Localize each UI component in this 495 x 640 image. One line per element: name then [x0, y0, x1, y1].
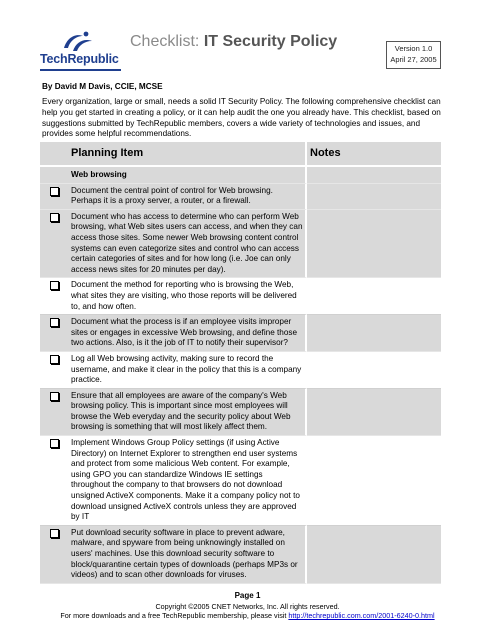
checkbox-icon[interactable] — [50, 392, 59, 401]
item-text: Document the central point of control for Web browsing. Perhaps it is a proxy server, a router, or a firewall. — [68, 184, 307, 210]
checkbox-icon[interactable] — [50, 187, 59, 196]
logo-swirl-icon — [61, 30, 95, 54]
section-title: Web browsing — [68, 167, 307, 184]
table-row — [40, 526, 441, 584]
section-row — [40, 167, 441, 184]
page-number: Page 1 — [234, 591, 261, 600]
table-row — [40, 315, 441, 352]
header-planning-item: Planning Item — [68, 142, 307, 167]
membership-link[interactable]: http://techrepublic.com.com/2001-6240-0.html — [288, 611, 435, 620]
item-text: Ensure that all employees are aware of the company's Web browsing policy. This is important since most employees will browse the Web everyday and the security policy about Web browsing is something that will most likely affect them. — [68, 389, 307, 436]
page-title — [130, 33, 337, 51]
table-row — [40, 210, 441, 279]
notes-cell[interactable] — [307, 315, 441, 352]
logo-underline — [40, 69, 121, 71]
notes-cell[interactable] — [307, 352, 441, 389]
checkbox-icon[interactable] — [50, 439, 59, 448]
checkbox-icon[interactable] — [50, 355, 59, 364]
checkbox-icon[interactable] — [50, 213, 59, 222]
downloads-text: For more downloads and a free TechRepublic membership, please visit — [60, 611, 289, 620]
checklist-table — [40, 142, 441, 584]
version-box — [386, 41, 441, 69]
table-row — [40, 184, 441, 210]
table-row — [40, 389, 441, 436]
item-text: Log all Web browsing activity, making sure to record the username, and make it clear in the policy that this is a company practice. — [68, 352, 307, 389]
notes-cell[interactable] — [307, 278, 441, 315]
notes-cell[interactable] — [307, 436, 441, 526]
table-row — [40, 436, 441, 526]
item-text: Document the method for reporting who is browsing the Web, what sites they are visiting, who those reports will be delivered to, and how often. — [68, 278, 307, 315]
header-checkbox-cell — [40, 142, 68, 167]
copyright-text: Copyright ©2005 CNET Networks, Inc. All rights reserved. — [155, 602, 340, 611]
header-notes: Notes — [307, 142, 441, 167]
notes-cell[interactable] — [307, 210, 441, 279]
title-prefix: Checklist: — [130, 33, 200, 50]
table-row — [40, 352, 441, 389]
notes-cell[interactable] — [307, 184, 441, 210]
version-date: April 27, 2005 — [390, 55, 437, 64]
item-text: Document who has access to determine who can perform Web browsing, what Web sites users can access, and when they can access those sites. Some newer Web browsing content control systems can even categorize sites and control who can access certain categories of sites and for how long (i.e. Joe can only access news sites for 20 minutes per day). — [68, 210, 307, 279]
logo-text: TechRepublic — [40, 52, 119, 66]
intro-paragraph: Every organization, large or small, needs a solid IT Security Policy. The following comprehensive checklist can help you get started in creating a policy, or it can help audit the one you already have. This checklist, based on suggestions submitted by TechRepublic members, covers a wide variety of technologies and issues, and provides some helpful recommendations. — [42, 97, 441, 139]
item-text: Put download security software in place to prevent adware, malware, and spyware from being unknowingly installed on users' machines. Use this download security software to block/quarantine certain types of downloads (perhaps MP3s or videos) and to scan other downloads for viruses. — [68, 526, 307, 584]
author-byline: By David M Davis, CCIE, MCSE — [42, 82, 163, 91]
checkbox-icon[interactable] — [50, 529, 59, 538]
title-main: IT Security Policy — [203, 33, 338, 50]
downloads-line — [0, 611, 495, 620]
techrepublic-logo — [40, 30, 120, 70]
checkbox-icon[interactable] — [50, 318, 59, 327]
table-row — [40, 278, 441, 315]
notes-cell[interactable] — [307, 526, 441, 584]
notes-cell[interactable] — [307, 389, 441, 436]
table-header-row — [40, 142, 441, 167]
item-text: Implement Windows Group Policy settings (if using Active Directory) on Internet Explorer to strengthen end user systems and protect from some malicious Web content. For example, using GPO you can standardize Windows IE settings throughout the company to that browsers do not download unsigned ActiveX components. Make it a company policy not to download unsigned ActiveX controls unless they are approved by IT — [68, 436, 307, 526]
version-label: Version 1.0 — [394, 44, 433, 53]
item-text: Document what the process is if an employee visits improper sites or engages in excessive Web browsing, and define those two actions. Also, is it the job of IT to notify their supervisor? — [68, 315, 307, 352]
checkbox-icon[interactable] — [50, 281, 59, 290]
